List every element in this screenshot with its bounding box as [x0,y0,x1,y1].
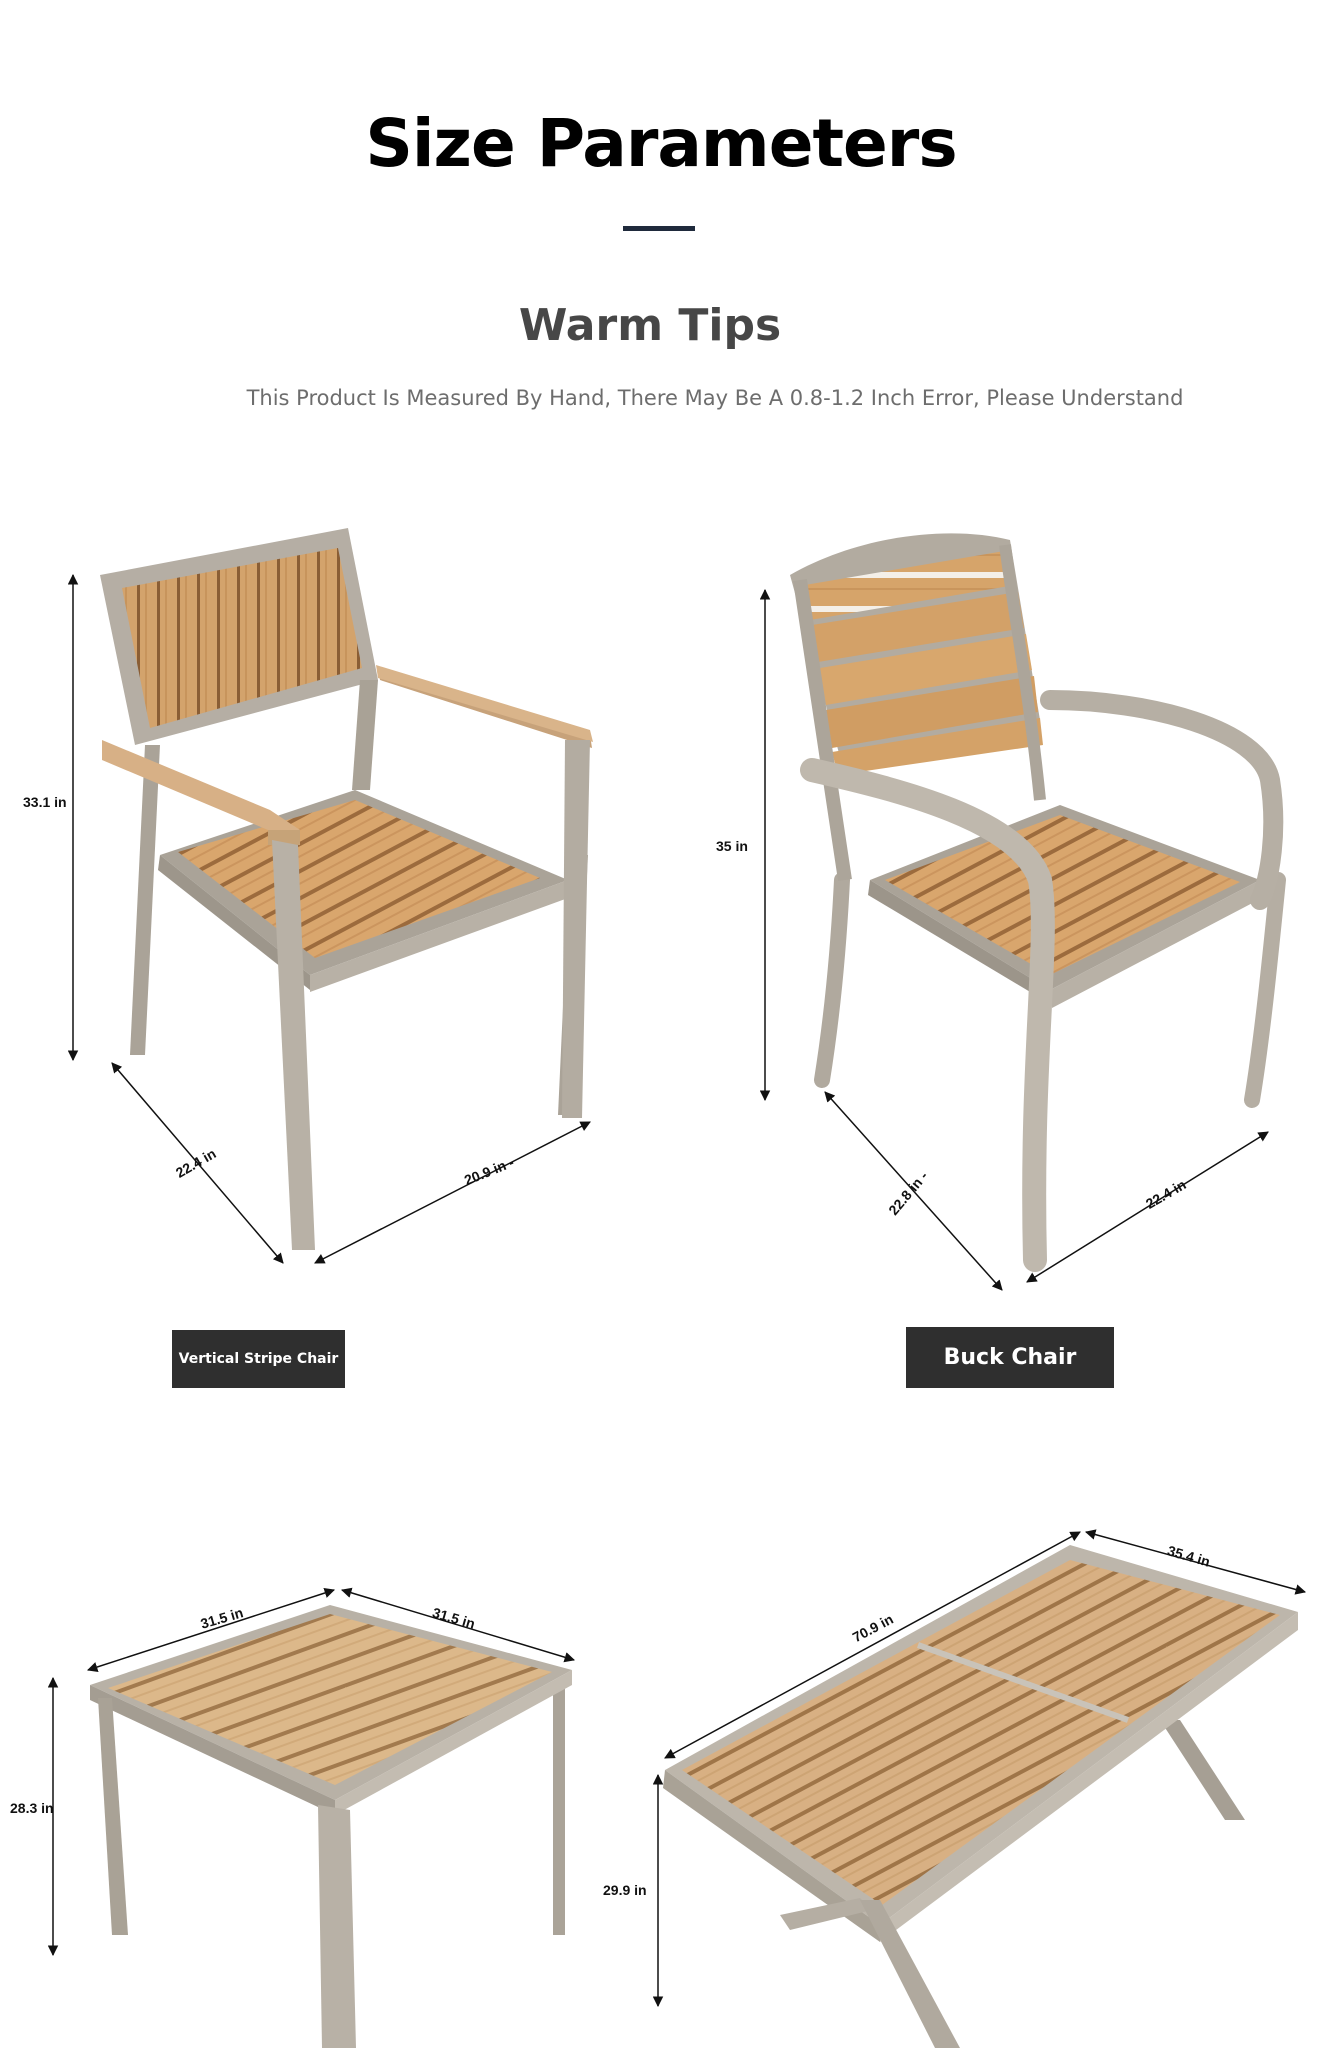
warm-tips-text: This Product Is Measured By Hand, There May Be A 0.8-1.2 Inch Error, Please Understand [246,386,1184,410]
vertical-stripe-chair-label: Vertical Stripe Chair [172,1330,345,1388]
buck-chair-depth-label: 22.8 in - [885,1167,931,1219]
buck-chair-label: Buck Chair [906,1327,1114,1388]
vertical-stripe-chair-height-label: 33.1 in [23,794,67,810]
vertical-stripe-chair-depth-label: 22.4 in [172,1145,219,1181]
vertical-stripe-chair-width-label: 20.9 in - [461,1153,517,1189]
buck-chair-image [765,533,1278,1290]
buck-chair-width-label: 22.4 in [1142,1176,1189,1212]
page-title: Size Parameters [365,105,957,182]
rectangular-table-width-label: 35.4 in [1165,1542,1212,1570]
warm-tips-heading: Warm Tips [518,300,782,351]
square-table-length-label: 31.5 in [198,1604,245,1632]
square-table-width-label: 31.5 in [430,1604,477,1632]
buck-chair-height-label: 35 in [716,838,748,854]
vertical-stripe-chair-image [73,528,593,1263]
rectangular-table-image [658,1532,1305,2048]
square-table-image [53,1590,574,2048]
rectangular-table-length-label: 70.9 in [849,1610,896,1646]
square-table-height-label: 28.3 in [10,1800,54,1816]
rectangular-table-height-label: 29.9 in [603,1882,647,1898]
